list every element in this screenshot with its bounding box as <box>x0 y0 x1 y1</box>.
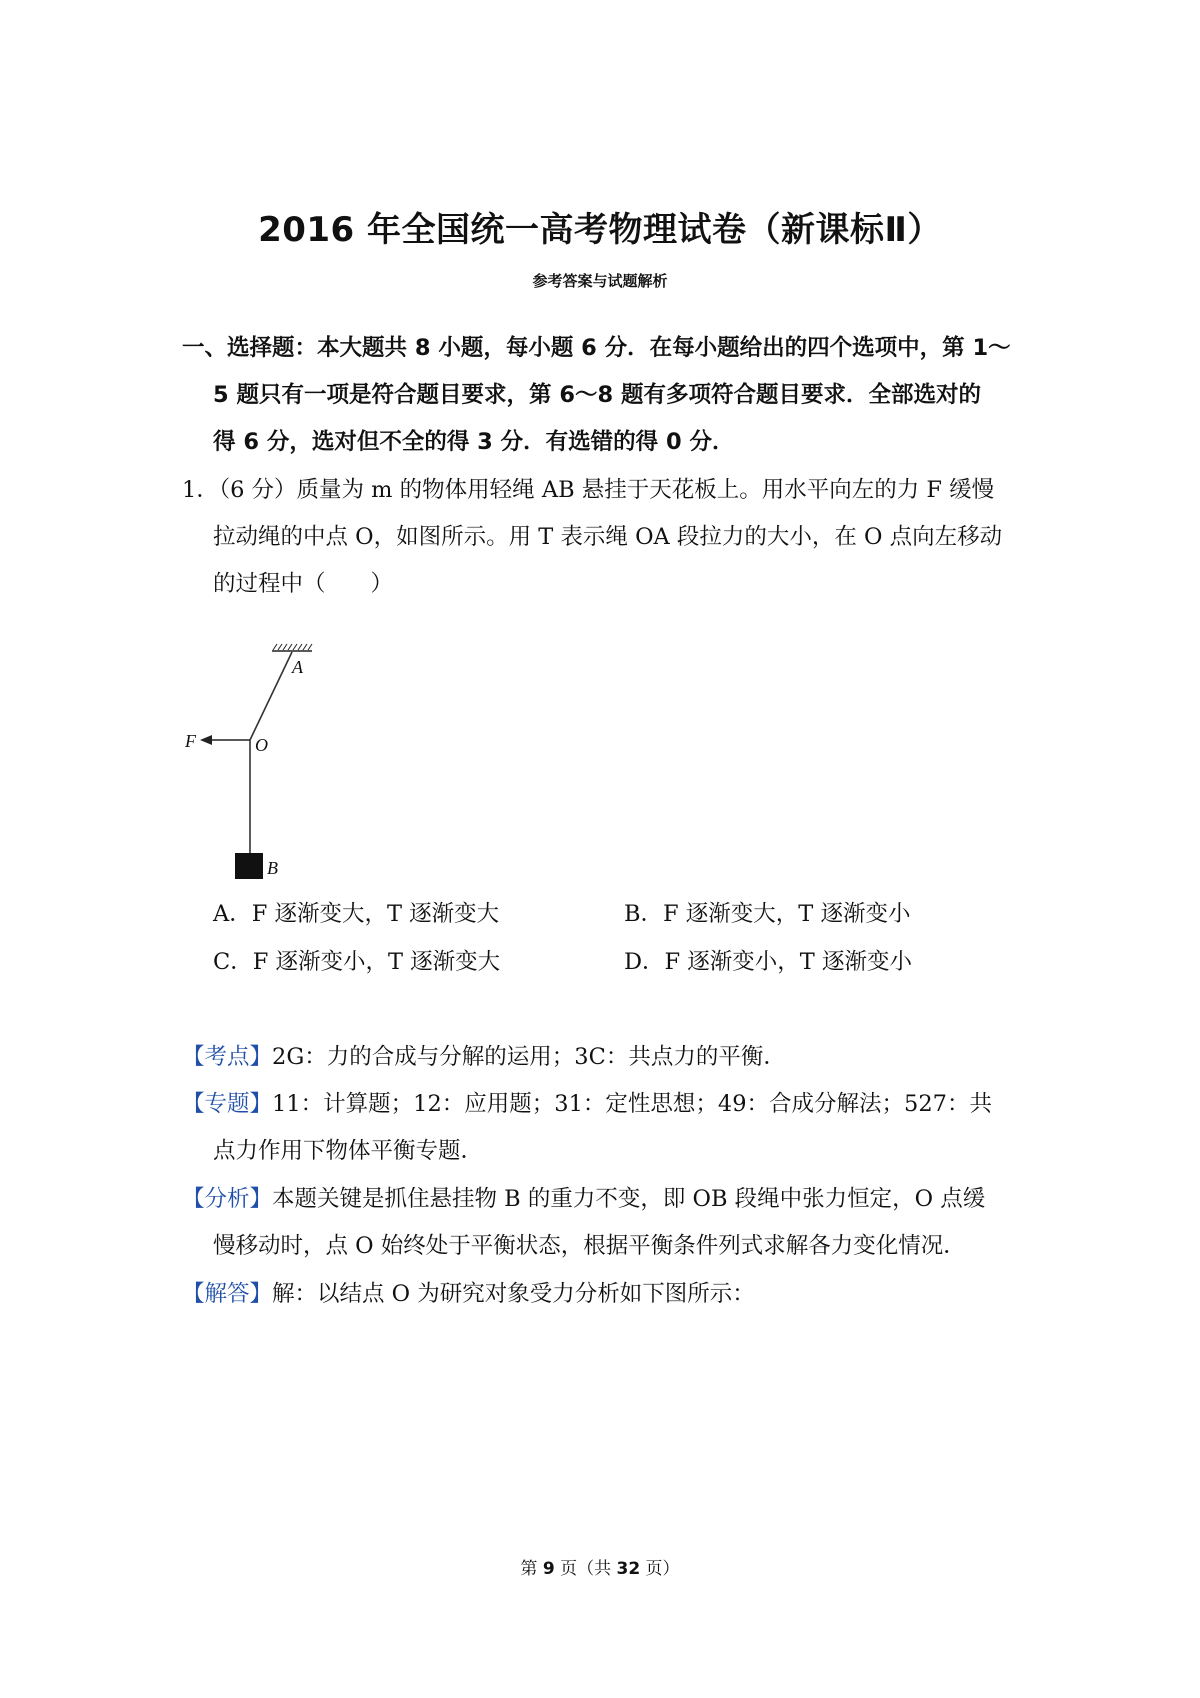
kaodian-text: 2G：力的合成与分解的运用；3C：共点力的平衡． <box>272 1044 786 1070</box>
section-heading-line-3: 得 6 分，选对但不全的得 3 分．有选错的得 0 分． <box>213 429 735 455</box>
zhuanti-row <box>182 1086 992 1118</box>
page-footer <box>0 1554 1200 1579</box>
footer-middle: 页（共 <box>554 1559 617 1579</box>
fenxi-text: 本题关键是抓住悬挂物 B 的重力不变，即 OB 段绳中张力恒定，O 点缓 <box>272 1186 986 1212</box>
option-a: A．F 逐渐变大，T 逐渐变大 <box>213 901 500 927</box>
question-line-2: 拉动绳的中点 O，如图所示。用 T 表示绳 OA 段拉力的大小，在 O 点向左移动 <box>213 524 1003 550</box>
block-b <box>235 853 263 879</box>
footer-prefix: 第 <box>520 1559 543 1579</box>
fenxi-continuation: 慢移动时，点 O 始终处于平衡状态，根据平衡条件列式求解各力变化情况． <box>213 1233 966 1259</box>
ceiling-hatch <box>272 644 312 651</box>
footer-total-pages: 32 <box>616 1559 641 1579</box>
zhuanti-continuation: 点力作用下物体平衡专题． <box>213 1138 484 1164</box>
kaodian-row <box>182 1039 786 1071</box>
option-b: B．F 逐渐变大，T 逐渐变小 <box>624 901 911 927</box>
rope-segment-oa <box>250 652 292 740</box>
rope-diagram <box>180 640 320 880</box>
page-subtitle: 参考答案与试题解析 <box>532 272 668 290</box>
option-c: C．F 逐渐变小，T 逐渐变大 <box>213 949 501 975</box>
page-title: 2016 年全国统一高考物理试卷（新课标Ⅱ） <box>258 210 942 250</box>
kaodian-tag: 【考点】 <box>182 1044 273 1070</box>
jieda-text: 解：以结点 O 为研究对象受力分析如下图所示： <box>272 1281 755 1307</box>
question-line-3: 的过程中（ ） <box>213 571 394 597</box>
section-heading-line-1: 一、选择题：本大题共 8 小题，每小题 6 分．在每小题给出的四个选项中，第 1～ <box>182 335 1011 361</box>
section-heading-line-2: 5 题只有一项是符合题目要求，第 6～8 题有多项符合题目要求．全部选对的 <box>213 382 981 408</box>
fenxi-tag: 【分析】 <box>182 1186 273 1212</box>
option-d: D．F 逐渐变小，T 逐渐变小 <box>624 949 912 975</box>
jieda-tag: 【解答】 <box>182 1281 273 1307</box>
label-o: O <box>255 735 268 755</box>
fenxi-row <box>182 1181 985 1213</box>
footer-suffix: 页） <box>640 1559 680 1579</box>
jieda-row <box>182 1276 755 1308</box>
question-line-1: 1．（6 分）质量为 m 的物体用轻绳 AB 悬挂于天花板上。用水平向左的力 F 缓慢 <box>182 477 995 503</box>
zhuanti-tag: 【专题】 <box>182 1091 273 1117</box>
footer-page-number: 9 <box>542 1559 555 1579</box>
label-b: B <box>267 858 278 878</box>
label-a: A <box>292 657 303 677</box>
force-f-arrowhead <box>200 735 212 745</box>
label-f: F <box>185 731 196 751</box>
zhuanti-text: 11：计算题；12：应用题；31：定性思想；49：合成分解法；527：共 <box>272 1091 992 1117</box>
